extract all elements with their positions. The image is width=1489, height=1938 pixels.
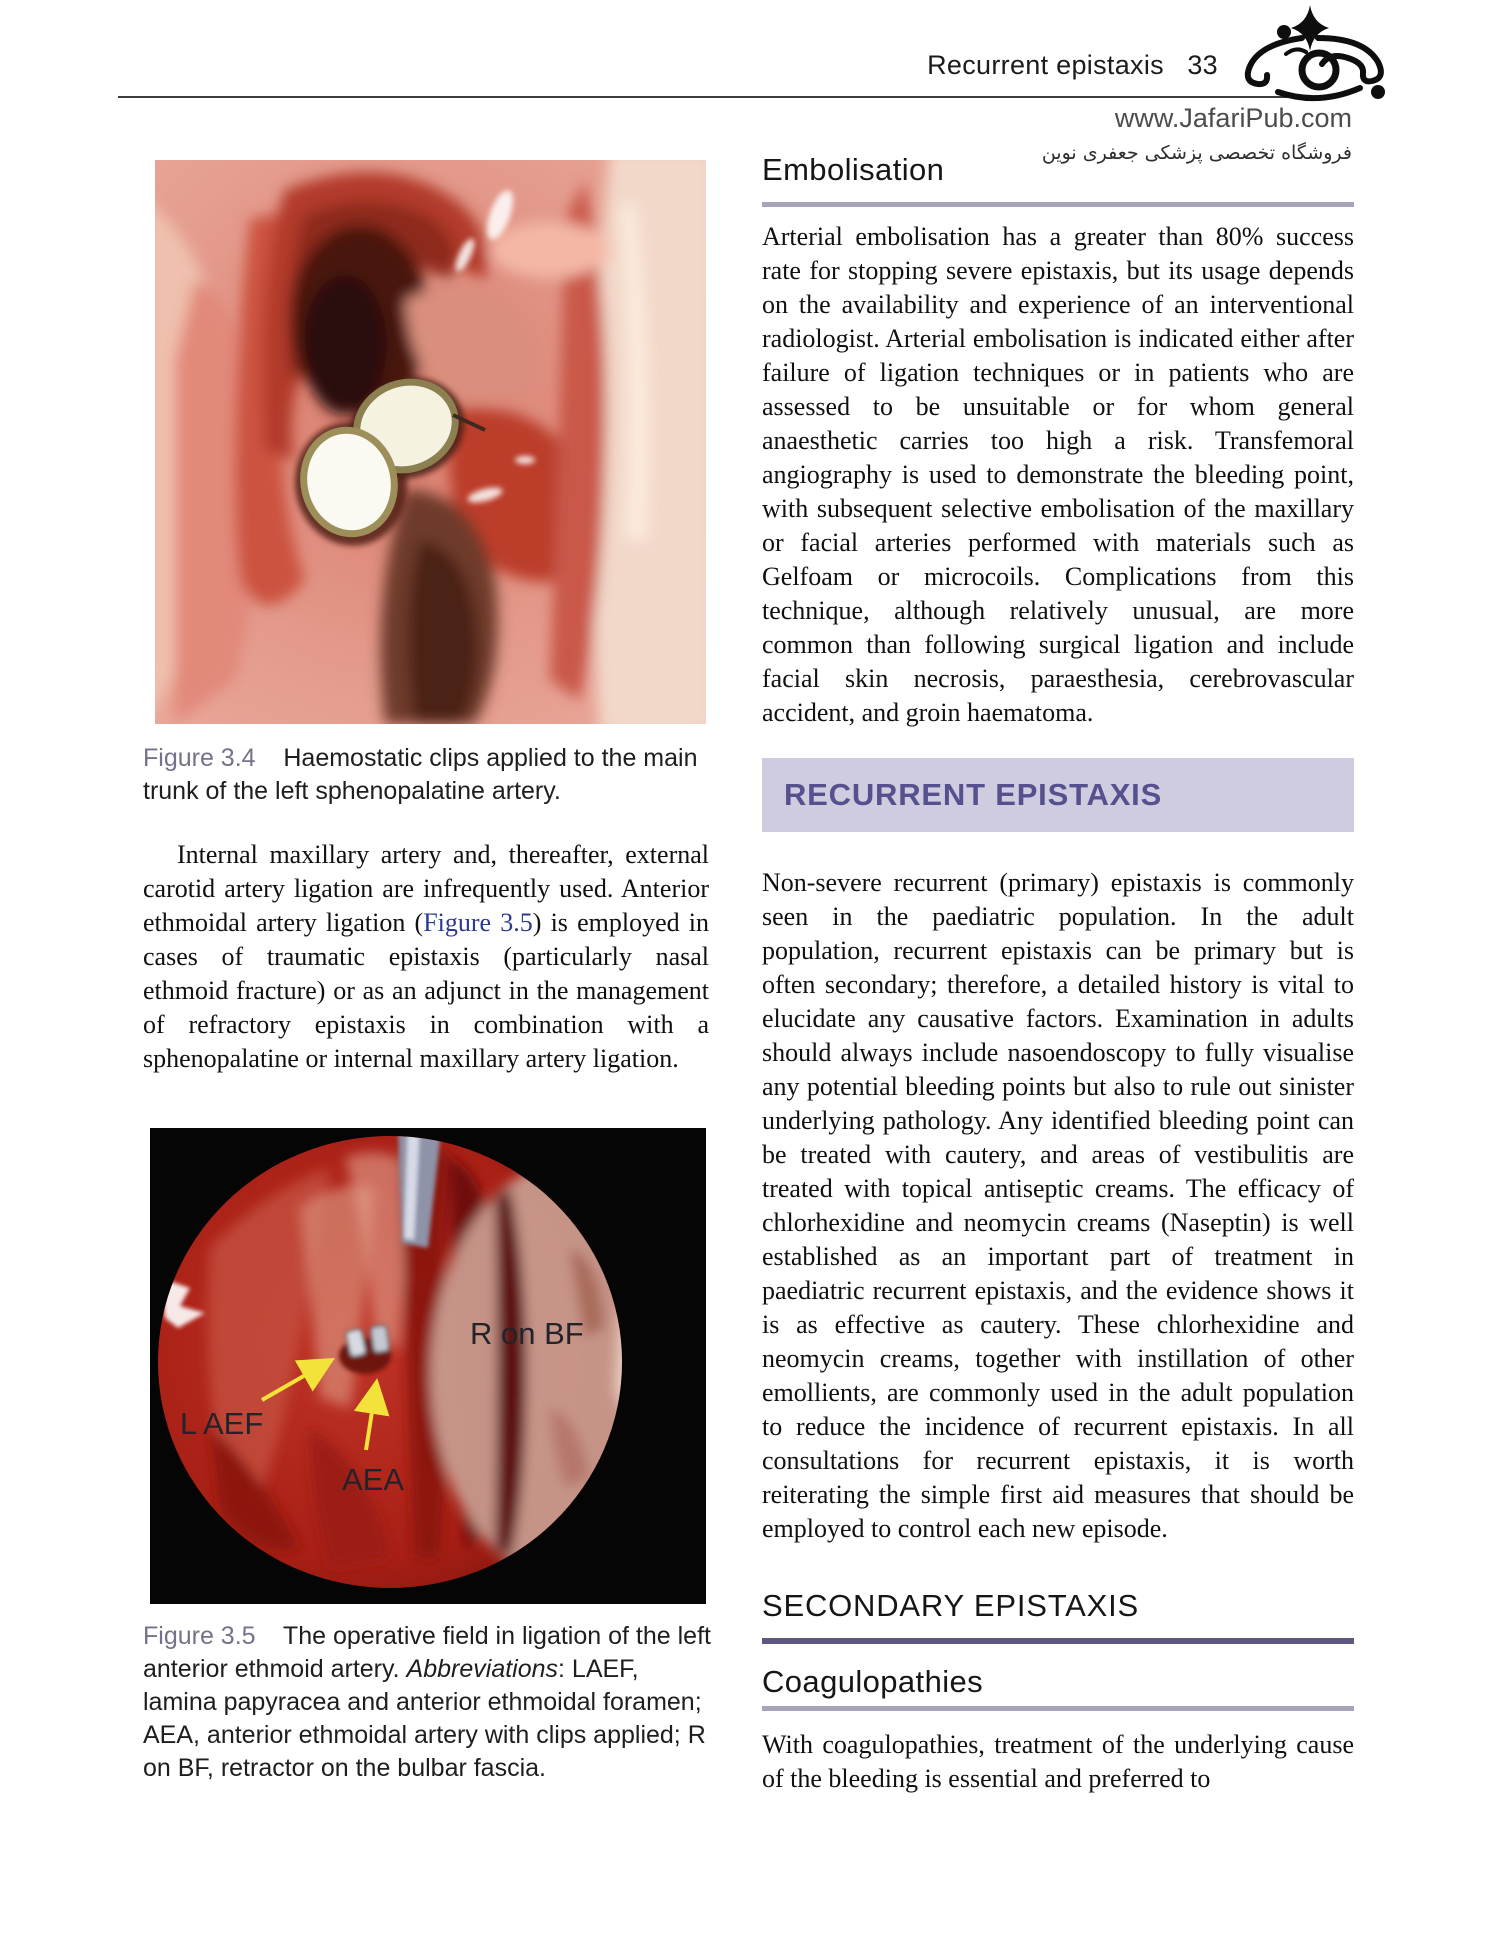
figure-3-5-caption-abbrev: Abbreviations — [406, 1655, 559, 1683]
banner-text: RECURRENT EPISTAXIS — [784, 777, 1163, 812]
section-banner-recurrent-epistaxis — [762, 758, 1354, 832]
running-head — [700, 50, 1218, 81]
figure-3-4-label: Figure 3.4 — [143, 744, 256, 772]
figure-3-4-caption — [143, 742, 709, 808]
paragraph-recurrent-epistaxis: Non-severe recurrent (primary) epistaxis is commonly seen in the paediatric population. In the adult population, recurrent epistaxis can be primary but is often secondary; therefore, a detailed history is vital to elucidate any causative factors. Examination in adults should always include nasoendoscopy to fully visualise any potential bleeding points but also to rule out sinister underlying pathology. Any identified bleeding point can be treated with cautery, and areas of vestibulitis are treated with topical antiseptic creams. The efficacy of chlorhexidine and neomycin creams (Naseptin) is well established as an important part of treatment in paediatric recurrent epistaxis, and the evidence shows it is as effective as cautery. These chlorhexidine and neomycin creams, together with instillation of other emollients, are commonly used in the adult population to reduce the incidence of recurrent epistaxis. In all consultations for recurrent epistaxis, it is worth reiterating the simple first aid measures that should be employed to control each new episode. — [762, 868, 1354, 1543]
figure-3-5-label: Figure 3.5 — [143, 1622, 256, 1650]
label-l-aef: L AEF — [180, 1406, 264, 1441]
label-aea: AEA — [342, 1462, 405, 1497]
figure-3-5-caption-start: The operative field in ligation of the left anterior ethmoid artery. — [143, 1622, 711, 1683]
paragraph-embolisation: Arterial embolisation has a greater than 80% success rate for stopping severe epistaxis, but its usage depends on the availability and experience of an interventional radiologist. Arterial embolisation is indicated either after failure of ligation techniques or in patients who are assessed to be unsuitable or for whom general anaesthetic carries too high a risk. Transfemoral angiography is used to demonstrate the bleeding point, with subsequent selective embolisation of the maxillary or facial arteries performed with materials such as Gelfoam or microcoils. Complications from this technique, although relatively unusual, are more common than following surgical ligation and include facial skin necrosis, paraesthesia, cerebrovascular accident, and groin haematoma. — [762, 222, 1354, 727]
figure-3-4-image — [155, 160, 706, 724]
figure-3-4-caption-text: Haemostatic clips applied to the main trunk of the left sphenopalatine artery. — [143, 744, 698, 805]
rule-under-secondary-epistaxis — [762, 1638, 1354, 1644]
publisher-website: www.JafariPub.com — [1114, 103, 1352, 133]
figure-3-5-caption-end: : LAEF, lamina papyracea and anterior ethmoidal foramen; AEA, anterior ethmoidal artery with clips applied; R on BF, retractor on the bulbar fascia. — [143, 1655, 706, 1782]
label-r-on-bf: R on BF — [470, 1316, 584, 1351]
rule-under-embolisation — [762, 202, 1354, 207]
heading-embolisation: Embolisation — [762, 152, 945, 187]
paragraph-ligation — [143, 838, 709, 1076]
rule-under-coagulopathies — [762, 1706, 1354, 1711]
heading-coagulopathies: Coagulopathies — [762, 1664, 984, 1699]
page-number: 33 — [1187, 50, 1218, 80]
paragraph-ligation-start: Internal maxillary artery and, thereafter, external carotid artery ligation are infrequently used. Anterior ethmoidal artery ligation ( — [143, 840, 709, 937]
figure-3-5-image — [150, 1128, 706, 1604]
publisher-name-persian: فروشگاه تخصصی پزشکی جعفری نوین — [1041, 142, 1352, 164]
figure-3-5-caption — [143, 1620, 717, 1785]
heading-secondary-epistaxis: SECONDARY EPISTAXIS — [762, 1588, 1139, 1623]
paragraph-coagulopathies: With coagulopathies, treatment of the underlying cause of the bleeding is essential and preferred to — [762, 1730, 1354, 1793]
header-divider — [118, 96, 1330, 98]
figure-3-5-reference-link[interactable]: Figure 3.5 — [423, 908, 533, 937]
paragraph-ligation-end: ) is employed in cases of traumatic epistaxis (particularly nasal ethmoid fracture) or as an adjunct in the management of refractory epistaxis in combination with a sphenopalatine or internal maxillary artery ligation. — [143, 908, 709, 1073]
publisher-logo-icon — [1226, 4, 1392, 108]
running-head-title: Recurrent epistaxis — [927, 50, 1164, 80]
